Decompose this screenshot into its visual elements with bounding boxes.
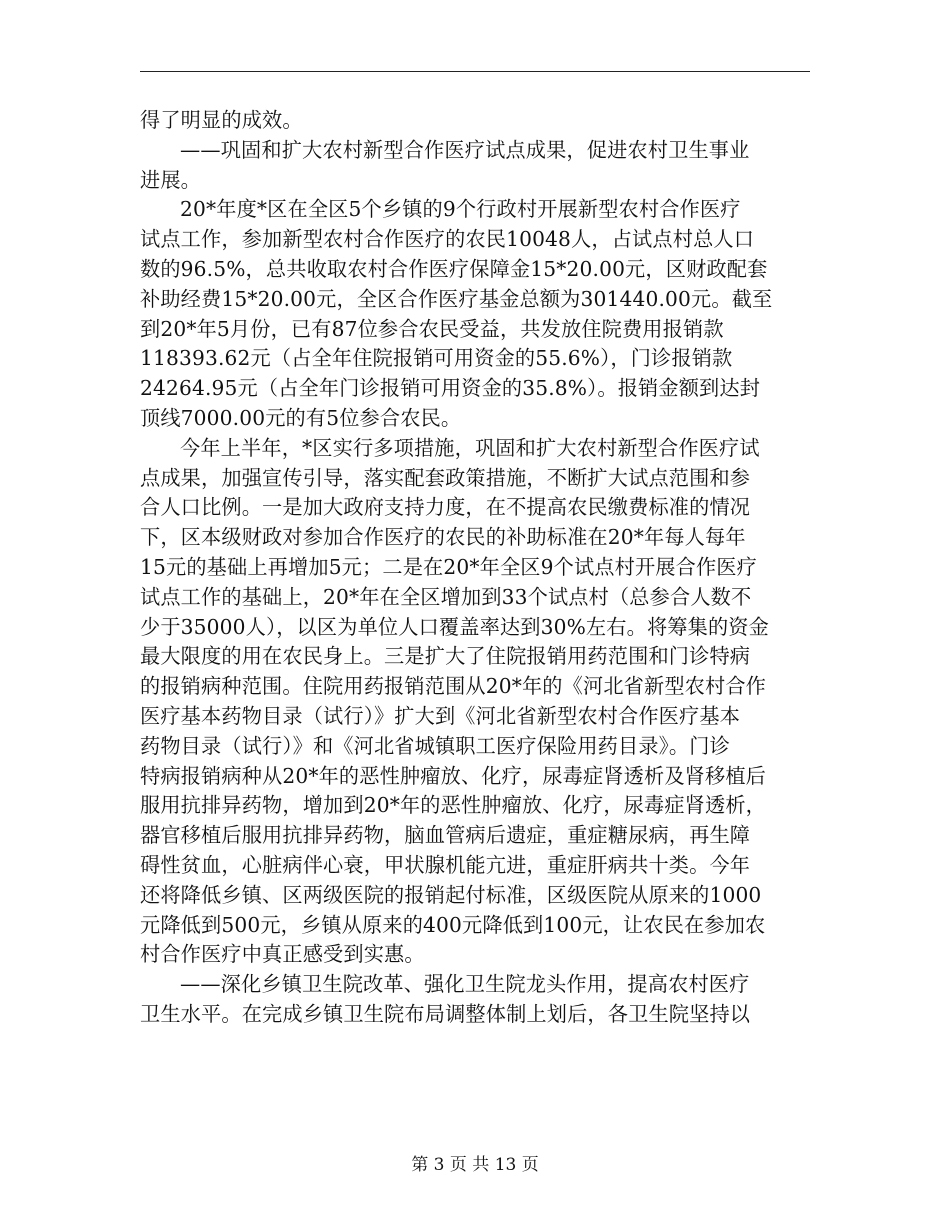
text-line: 试点工作的基础上，20*年在全区增加到33个试点村（总参合人数不 [140,584,752,609]
text-line: 合人口比例。一是加大政府支持力度，在不提高农民缴费标准的情况 [140,495,751,520]
text-line: 得了明显的成效。 [140,108,303,132]
text-line: 进展。 [140,167,202,192]
text-line: 到20*年5月份，已有87位参合农民受益，共发放住院费用报销款 [140,316,724,341]
text-line: 补助经费15*20.00元，全区合作医疗基金总额为301440.00元。截至 [140,286,773,311]
text-line: 数的96.5%，总共收取农村合作医疗保障金15*20.00元，区财政配套 [140,256,768,281]
text-line: 元降低到500元，乡镇从原来的400元降低到100元，让农民在参加农 [140,912,766,937]
document-body [140,106,812,1030]
page-number: 第 3 页 共 13 页 [411,1155,539,1175]
text-line: 器官移植后服用抗排异药物，脑血管病后遗症，重症糖尿病，再生障 [140,823,751,848]
text-line: 还将降低乡镇、区两级医院的报销起付标准，区级医院从原来的1000 [140,882,762,907]
text-line: 20*年度*区在全区5个乡镇的9个行政村开展新型农村合作医疗 [180,197,741,222]
text-line: 特病报销病种从20*年的恶性肿瘤放、化疗，尿毒症肾透析及肾移植后 [140,763,767,788]
text-line: 服用抗排异药物，增加到20*年的恶性肿瘤放、化疗，尿毒症肾透析， [140,793,767,818]
text-line: 卫生水平。在完成乡镇卫生院布局调整体制上划后，各卫生院坚持以 [140,1001,751,1026]
text-line: 少于35000人），以区为单位人口覆盖率达到30%左右。将筹集的资金 [140,614,769,639]
text-line: 的报销病种范围。住院用药报销范围从20*年的《河北省新型农村合作 [140,674,767,699]
text-line: 下，区本级财政对参加合作医疗的农民的补助标准在20*年每人每年 [140,525,746,550]
text-line: 顶线7000.00元的有5位参合农民。 [140,405,462,430]
text-line: 最大限度的用在农民身上。三是扩大了住院报销用药范围和门诊特病 [140,644,751,669]
header-rule [140,71,810,72]
text-line: 118393.62元（占全年住院报销可用资金的55.6%），门诊报销款 [140,346,733,371]
text-line: 碍性贫血，心脏病伴心衰，甲状腺机能亢进，重症肝病共十类。今年 [140,852,751,877]
text-line: ——巩固和扩大农村新型合作医疗试点成果，促进农村卫生事业 [180,137,750,162]
text-line: 村合作医疗中真正感受到实惠。 [140,942,425,967]
text-line: 药物目录（试行）》和《河北省城镇职工医疗保险用药目录》。门诊 [140,733,730,758]
text-line: ——深化乡镇卫生院改革、强化卫生院龙头作用，提高农村医疗 [180,972,750,997]
text-line: 医疗基本药物目录（试行）》扩大到《河北省新型农村合作医疗基本 [140,703,741,728]
text-line: 24264.95元（占全年门诊报销可用资金的35.8%）。报销金额到达封 [140,376,761,401]
text-line: 15元的基础上再增加5元；二是在20*年全区9个试点村开展合作医疗 [140,554,757,579]
text-line: 今年上半年，*区实行多项措施，巩固和扩大农村新型合作医疗试 [180,435,760,460]
text-line: 试点工作，参加新型农村合作医疗的农民10048人，占试点村总人口 [140,227,755,252]
text-line: 点成果，加强宣传引导，落实配套政策措施，不断扩大试点范围和参 [140,465,751,490]
